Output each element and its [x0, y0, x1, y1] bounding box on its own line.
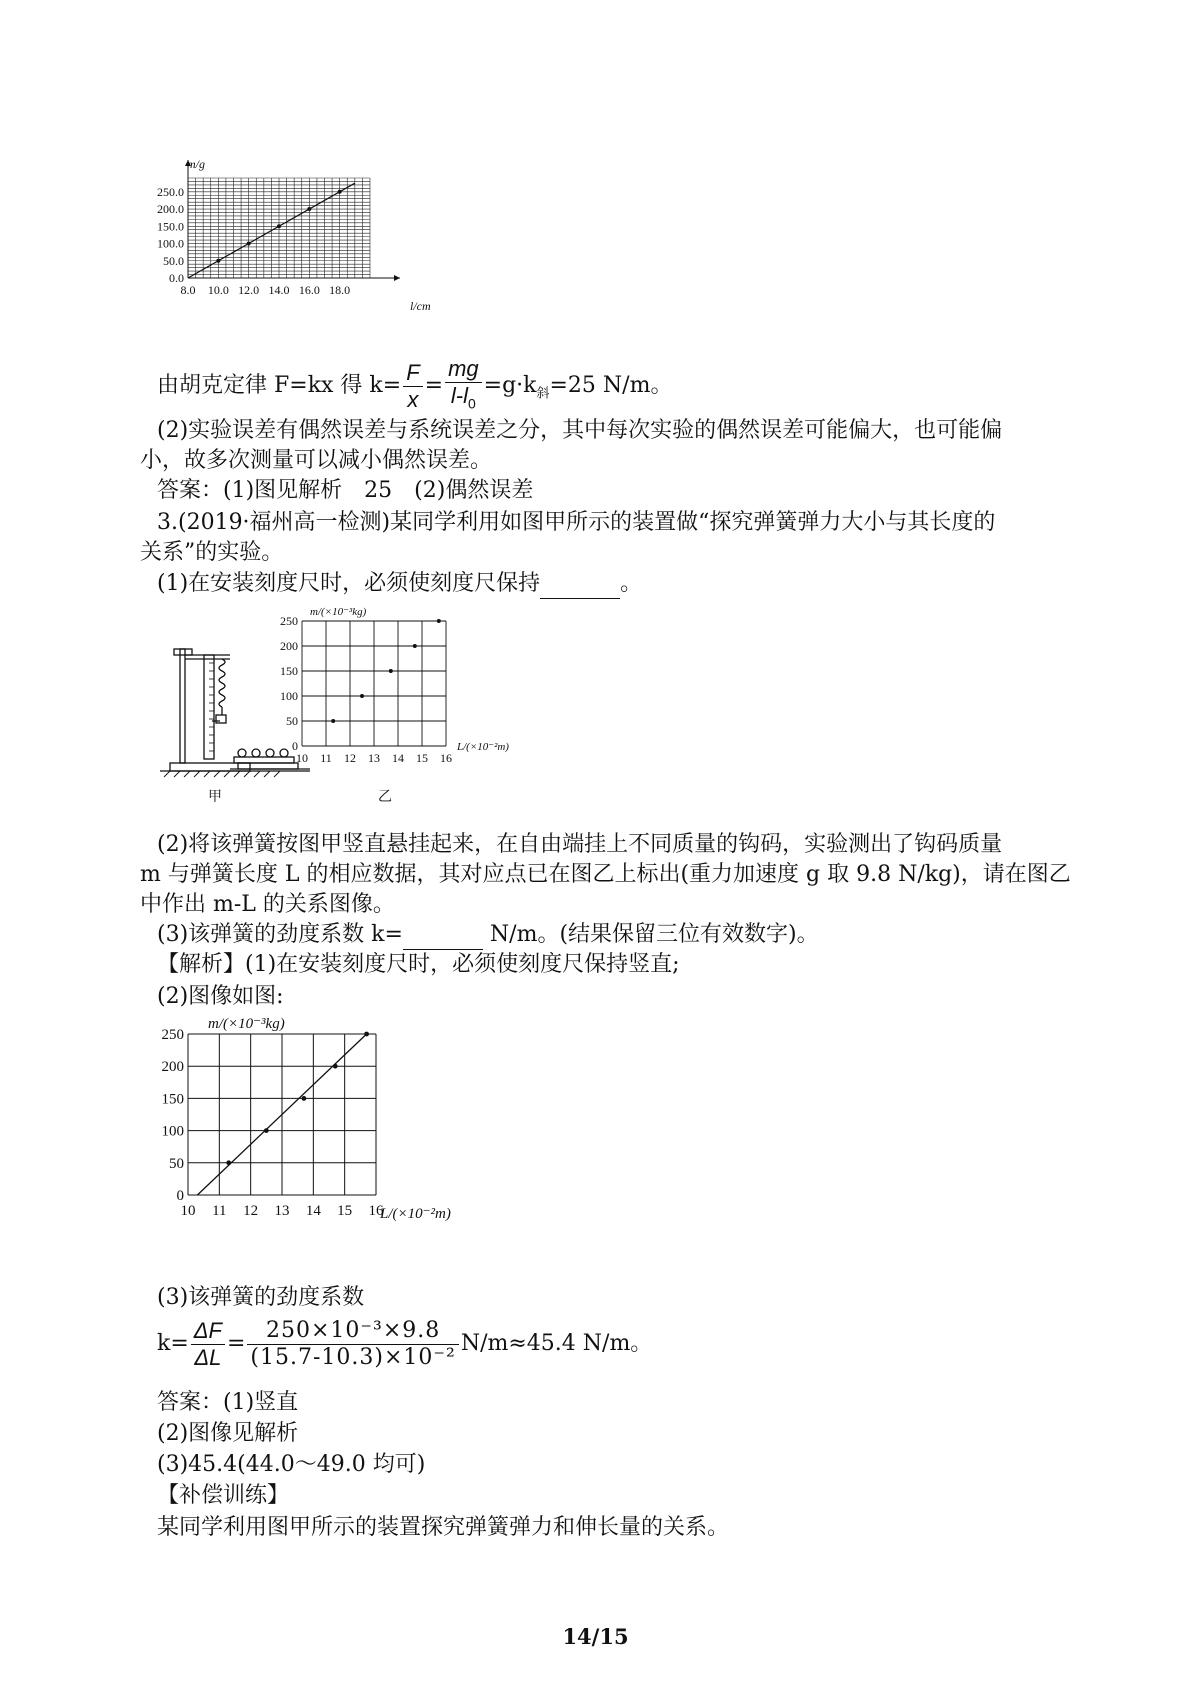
label-jia: 甲: [208, 790, 222, 803]
x-tick-label: 10: [296, 751, 308, 765]
y-tick-label: 200: [161, 1059, 184, 1076]
analysis-2: (2)图像如图:: [157, 984, 284, 1009]
hooke-result: =25 N/m。: [549, 373, 673, 399]
data-point: [338, 190, 342, 194]
data-point: [264, 1128, 269, 1133]
frac-den: (15.7-10.3)×10⁻²: [250, 1344, 456, 1370]
frac-num: ΔF: [191, 1318, 225, 1345]
kcalc-prefix: k=: [157, 1331, 189, 1356]
fraction-dF-over-dL: [191, 1318, 225, 1371]
kcalc-result: N/m≈45.4 N/m。: [460, 1331, 653, 1356]
data-point: [333, 1064, 338, 1069]
question-3-part-2-line-3: 中作出 m-L 的关系图像。: [140, 892, 395, 917]
question-3-line-2: 关系”的实验。: [140, 540, 284, 565]
frac-den: x: [407, 386, 419, 412]
y-tick-label: 50: [169, 1155, 184, 1172]
q3-part3-suffix: N/m。(结果保留三位有效数字)。: [482, 922, 819, 947]
analysis-1: 【解析】(1)在安装刻度尺时，必须使刻度尺保持竖直;: [157, 952, 680, 977]
data-point: [307, 207, 311, 211]
para-error-2: 小，故多次测量可以减小偶然误差。: [140, 448, 493, 473]
answer-1: 答案：(1)图见解析 25 (2)偶然误差: [157, 478, 534, 503]
compensation-text: 某同学利用图甲所示的装置探究弹簧弹力和伸长量的关系。: [157, 1515, 730, 1540]
y-tick-label: 100: [161, 1123, 184, 1140]
x-tick-label: 14: [305, 1203, 321, 1219]
frac-num: 250×10⁻³×9.8: [247, 1318, 458, 1345]
k-calculation: [157, 1316, 652, 1372]
fig1-y-unit: m/g: [187, 157, 205, 171]
x-tick-label: 16.0: [298, 283, 320, 297]
data-point: [277, 224, 281, 228]
fig3-x-unit: L/(×10⁻²m): [380, 1206, 451, 1222]
data-point: [364, 1032, 369, 1037]
chart-m-l-fine-grid: [140, 150, 440, 325]
hooke-prefix: 由胡克定律 F=kx 得 k=: [157, 373, 402, 399]
fig3-y-ticks: [162, 1027, 185, 1204]
fig2-y-ticks: [280, 614, 298, 753]
frac-den: [445, 383, 482, 416]
q3-part1-suffix: 。: [620, 571, 643, 596]
y-tick-label: 200.0: [157, 202, 184, 217]
data-point: [437, 619, 441, 623]
x-axis-arrow: [394, 275, 400, 281]
fig3-x-ticks: [181, 1203, 385, 1219]
data-point: [331, 719, 335, 723]
q3-part3-prefix: (3)该弹簧的劲度系数 k=: [157, 922, 403, 947]
x-tick-label: 13: [274, 1203, 290, 1219]
y-tick-label: 50.0: [163, 253, 184, 268]
answer-blank: [540, 576, 620, 599]
frac-den: ΔL: [194, 1344, 222, 1370]
question-3-part-3: [157, 920, 819, 950]
x-tick-label: 10.0: [207, 283, 229, 297]
x-tick-label: 16: [368, 1203, 384, 1219]
y-tick-label: 0: [292, 739, 298, 753]
label-yi: 乙: [378, 790, 392, 803]
hooke-eq: =: [424, 373, 444, 399]
question-3-part-2-line-1: (2)将该弹簧按图甲竖直悬挂起来，在自由端挂上不同质量的钩码，实验测出了钩码质量: [157, 832, 1003, 857]
fig2-x-unit: L/(×10⁻²m): [457, 741, 509, 753]
x-tick-label: 12: [243, 1203, 259, 1219]
x-tick-label: 16: [440, 751, 452, 765]
x-tick-label: 15: [337, 1203, 353, 1219]
fraction-f-over-x: [403, 360, 422, 413]
page-number: 14/15: [562, 1624, 629, 1649]
x-tick-label: 15: [416, 751, 428, 765]
hooke-suffix: =g·k: [483, 373, 537, 399]
x-tick-label: 14.0: [268, 283, 290, 297]
y-tick-label: 150.0: [157, 219, 184, 234]
x-tick-label: 8.0: [180, 283, 196, 297]
question-3-part-2-line-2: m 与弹簧长度 L 的相应数据，其对应点已在图乙上标出(重力加速度 g 取 9.8 N/kg)，请在图乙: [140, 862, 1071, 887]
data-point: [226, 1160, 231, 1165]
fraction-calc: [247, 1318, 458, 1371]
compensation-heading: 【补偿训练】: [157, 1483, 290, 1508]
fig2-x-ticks: [296, 751, 452, 765]
y-tick-label: 250: [161, 1027, 184, 1043]
fraction-mg-over-dl: [445, 356, 482, 416]
fig1-x-ticks: [181, 283, 351, 297]
fig1-y-ticks: [157, 185, 184, 285]
y-tick-label: 200: [280, 639, 298, 653]
y-tick-label: 250.0: [157, 184, 184, 199]
answer-2-line-3: (3)45.4(44.0～49.0 均可): [157, 1452, 426, 1477]
y-tick-label: 50: [286, 714, 298, 728]
data-point: [216, 259, 220, 263]
x-tick-label: 11: [212, 1203, 227, 1219]
kcalc-eq: =: [226, 1331, 246, 1356]
x-tick-label: 12: [344, 751, 356, 765]
question-3-line-1: 3.(2019·福州高一检测)某同学利用如图甲所示的装置做“探究弹簧弹力大小与其长度的: [157, 510, 996, 535]
y-tick-label: 150: [280, 664, 298, 678]
data-point: [360, 694, 364, 698]
frac-den-text: l-l: [450, 383, 469, 408]
y-tick-label: 0.0: [169, 271, 184, 285]
figure-apparatus-and-scatter: [160, 603, 580, 803]
data-point: [413, 644, 417, 648]
answer-2-line-1: 答案：(1)竖直: [157, 1390, 299, 1415]
frac-num: F: [403, 360, 422, 387]
y-tick-label: 100.0: [157, 236, 184, 251]
chart-m-L-fitted: [160, 1014, 510, 1254]
y-tick-label: 100: [280, 689, 298, 703]
analysis-3: (3)该弹簧的劲度系数: [157, 1285, 365, 1310]
x-tick-label: 14: [392, 751, 404, 765]
answer-2-line-2: (2)图像见解析: [157, 1421, 299, 1446]
data-point: [389, 669, 393, 673]
fig2-y-unit: m/(×10⁻³kg): [310, 606, 367, 618]
y-tick-label: 0: [176, 1188, 184, 1204]
data-point: [247, 242, 251, 246]
answer-blank: [403, 927, 483, 950]
x-tick-label: 11: [320, 751, 332, 765]
fig3-y-unit: m/(×10⁻³kg): [208, 1016, 285, 1032]
x-tick-label: 18.0: [329, 283, 351, 297]
x-tick-label: 13: [368, 751, 380, 765]
y-tick-label: 150: [161, 1091, 184, 1108]
hooke-suffix-sub: 斜: [536, 386, 550, 402]
fig2-grid: [302, 621, 446, 746]
question-3-part-1: [157, 569, 642, 599]
q3-part1-prefix: (1)在安装刻度尺时，必须使刻度尺保持: [157, 571, 541, 596]
frac-num: mg: [445, 356, 482, 383]
frac-den-sub: 0: [468, 395, 476, 412]
x-tick-label: 12.0: [238, 283, 260, 297]
data-point: [302, 1096, 307, 1101]
para-error-1: (2)实验误差有偶然误差与系统误差之分，其中每次实验的偶然误差可能偏大，也可能偏: [157, 418, 1003, 443]
y-tick-label: 250: [280, 614, 298, 628]
hooke-law-line: [157, 356, 672, 423]
x-tick-label: 10: [180, 1203, 196, 1219]
fig1-x-unit: l/cm: [410, 299, 431, 313]
